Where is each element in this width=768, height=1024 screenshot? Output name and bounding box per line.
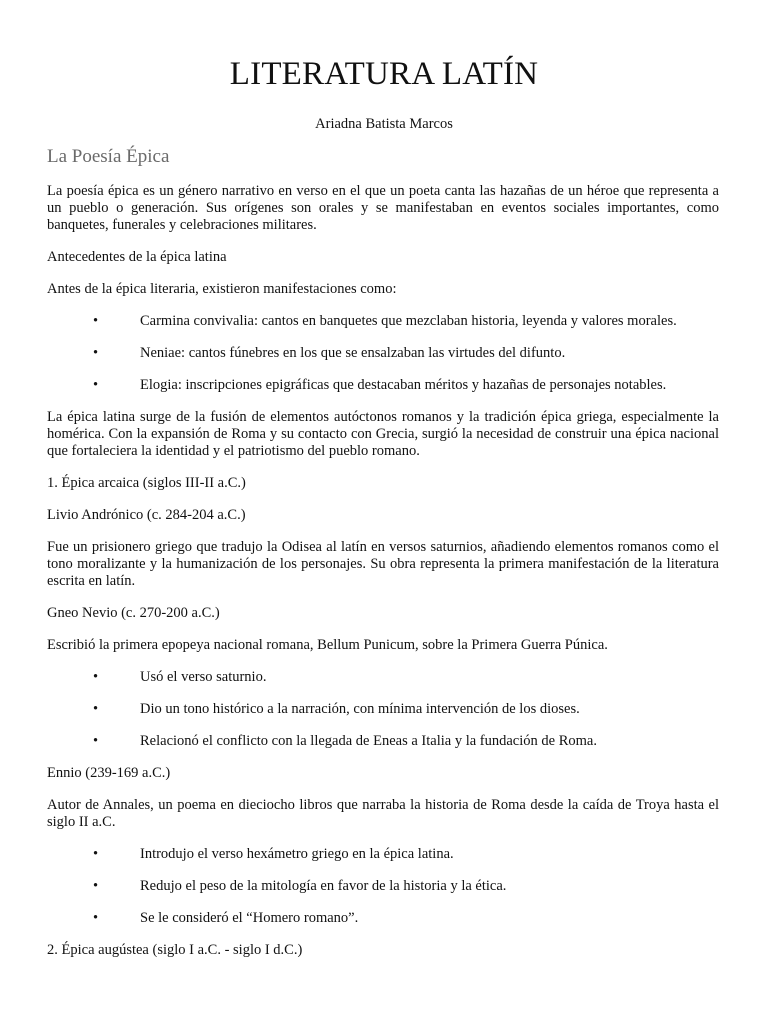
list-item-text: Se le consideró el “Homero romano”. bbox=[140, 910, 359, 926]
bullet-icon: • bbox=[93, 377, 99, 393]
list-item-text: Neniae: cantos fúnebres en los que se ensalzaban las virtudes del difunto. bbox=[140, 345, 566, 361]
nevio-list bbox=[47, 669, 719, 750]
augustea-heading: 2. Épica augústea (siglo I a.C. - siglo I d.C.) bbox=[47, 942, 303, 958]
document-author: Ariadna Batista Marcos bbox=[315, 116, 453, 132]
section-heading: La Poesía Épica bbox=[47, 146, 170, 167]
list-item bbox=[47, 733, 719, 750]
antecedentes-list bbox=[47, 313, 719, 394]
arcaica-heading: 1. Épica arcaica (siglos III-II a.C.) bbox=[47, 475, 246, 491]
ennio-list bbox=[47, 846, 719, 927]
document-body bbox=[47, 146, 719, 974]
intro-paragraph: La poesía épica es un género narrativo en verso en el que un poeta canta las hazañas de un héroe que representa a un pueblo o generación. Sus orígenes son orales y se manifestaban en eventos sociales importantes, como banquetes, funerales y celebraciones militares. bbox=[47, 183, 719, 233]
bullet-icon: • bbox=[93, 701, 99, 717]
ennio-heading: Ennio (239-169 a.C.) bbox=[47, 765, 171, 781]
antecedentes-heading: Antecedentes de la épica latina bbox=[47, 249, 227, 265]
ennio-paragraph: Autor de Annales, un poema en dieciocho libros que narraba la historia de Roma desde la caída de Troya hasta el siglo II a.C. bbox=[47, 797, 719, 830]
fusion-paragraph: La épica latina surge de la fusión de elementos autóctonos romanos y la tradición épica griega, especialmente la homérica. Con la expansión de Roma y su contacto con Grecia, surgió la necesidad de construir una épica nacional que fortaleciera la identidad y el patriotismo del pueblo romano. bbox=[47, 409, 719, 459]
list-item bbox=[47, 846, 719, 863]
bullet-icon: • bbox=[93, 345, 99, 361]
livio-paragraph: Fue un prisionero griego que tradujo la Odisea al latín en versos saturnios, añadiendo elementos romanos como el tono moralizante y la humanización de los personajes. Su obra representa la primera manifestación de la literatura escrita en latín. bbox=[47, 539, 719, 589]
antecedentes-intro: Antes de la épica literaria, existieron manifestaciones como: bbox=[47, 281, 397, 297]
nevio-heading: Gneo Nevio (c. 270-200 a.C.) bbox=[47, 605, 220, 621]
bullet-icon: • bbox=[93, 733, 99, 749]
list-item bbox=[47, 878, 719, 895]
list-item bbox=[47, 345, 719, 362]
list-item bbox=[47, 669, 719, 686]
list-item-text: Dio un tono histórico a la narración, con mínima intervención de los dioses. bbox=[140, 701, 580, 717]
list-item-text: Relacionó el conflicto con la llegada de Eneas a Italia y la fundación de Roma. bbox=[140, 733, 597, 749]
list-item bbox=[47, 701, 719, 718]
list-item bbox=[47, 910, 719, 927]
document-title: LITERATURA LATÍN bbox=[229, 56, 539, 92]
list-item-text: Usó el verso saturnio. bbox=[140, 669, 267, 685]
list-item bbox=[47, 377, 719, 394]
list-item bbox=[47, 313, 719, 330]
bullet-icon: • bbox=[93, 846, 99, 862]
bullet-icon: • bbox=[93, 313, 99, 329]
list-item-text: Elogia: inscripciones epigráficas que destacaban méritos y hazañas de personajes notables. bbox=[140, 377, 667, 393]
bullet-icon: • bbox=[93, 669, 99, 685]
livio-heading: Livio Andrónico (c. 284-204 a.C.) bbox=[47, 507, 246, 523]
list-item-text: Redujo el peso de la mitología en favor de la historia y la ética. bbox=[140, 878, 507, 894]
list-item-text: Introdujo el verso hexámetro griego en la épica latina. bbox=[140, 846, 454, 862]
bullet-icon: • bbox=[93, 910, 99, 926]
nevio-paragraph: Escribió la primera epopeya nacional romana, Bellum Punicum, sobre la Primera Guerra Púnica. bbox=[47, 637, 608, 653]
bullet-icon: • bbox=[93, 878, 99, 894]
list-item-text: Carmina convivalia: cantos en banquetes que mezclaban historia, leyenda y valores morales. bbox=[140, 313, 677, 329]
